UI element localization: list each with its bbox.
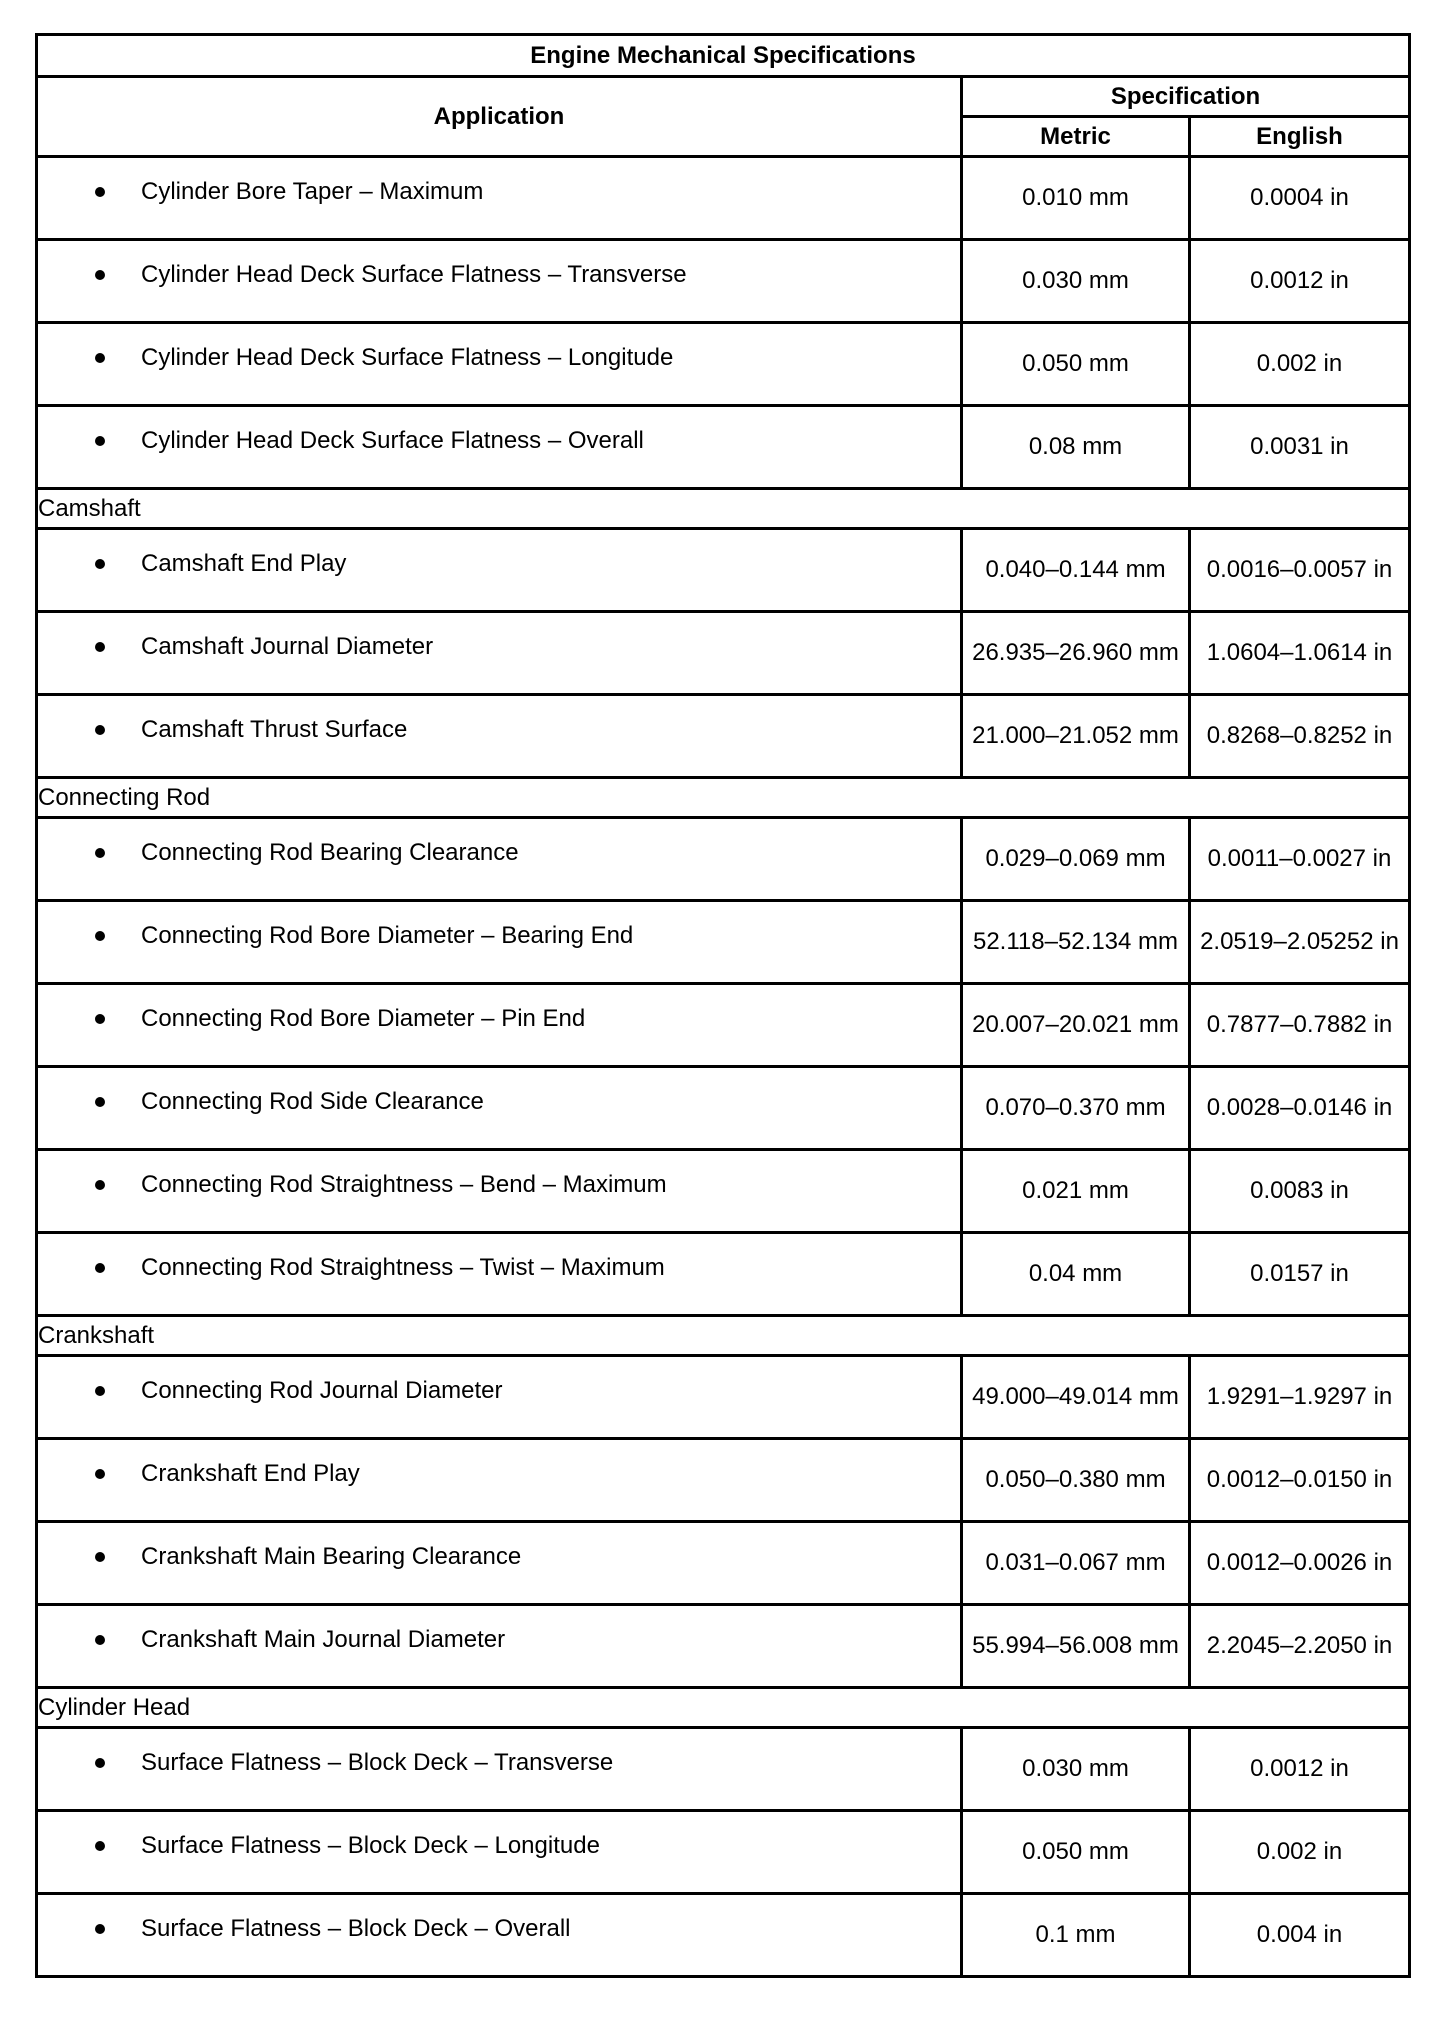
application-text: Cylinder Head Deck Surface Flatness – Transverse: [141, 261, 687, 288]
metric-value: 0.030 mm: [962, 1728, 1190, 1811]
metric-value: 55.994–56.008 mm: [962, 1605, 1190, 1688]
application-text: Cylinder Head Deck Surface Flatness – Longitude: [141, 344, 674, 371]
table-row: [37, 818, 1410, 901]
bullet-icon: [95, 725, 105, 735]
metric-value: 0.029–0.069 mm: [962, 818, 1190, 901]
table-row: [37, 323, 1410, 406]
application-cell: [37, 818, 962, 901]
table-row: [37, 1356, 1410, 1439]
table-row: [37, 695, 1410, 778]
metric-value: 26.935–26.960 mm: [962, 612, 1190, 695]
metric-value: 0.030 mm: [962, 240, 1190, 323]
english-value: 0.0012–0.0150 in: [1190, 1439, 1410, 1522]
bullet-icon: [95, 1552, 105, 1562]
bullet-icon: [95, 1263, 105, 1273]
bullet-icon: [95, 436, 105, 446]
english-value: 1.9291–1.9297 in: [1190, 1356, 1410, 1439]
bullet-icon: [95, 1469, 105, 1479]
application-cell: [37, 1067, 962, 1150]
section-label: Cylinder Head: [37, 1688, 1410, 1728]
section-row: [37, 489, 1410, 529]
application-cell: [37, 406, 962, 489]
bullet-icon: [95, 642, 105, 652]
english-value: 0.0016–0.0057 in: [1190, 529, 1410, 612]
bullet-icon: [95, 1097, 105, 1107]
application-cell: [37, 1522, 962, 1605]
application-header: Application: [37, 77, 962, 157]
metric-value: 20.007–20.021 mm: [962, 984, 1190, 1067]
application-text: Connecting Rod Journal Diameter: [141, 1377, 503, 1404]
english-value: 0.0012–0.0026 in: [1190, 1522, 1410, 1605]
metric-value: 0.04 mm: [962, 1233, 1190, 1316]
bullet-icon: [95, 1180, 105, 1190]
application-cell: [37, 1233, 962, 1316]
bullet-icon: [95, 1635, 105, 1645]
application-text: Cylinder Bore Taper – Maximum: [141, 178, 484, 205]
table-row: [37, 529, 1410, 612]
application-text: Cylinder Head Deck Surface Flatness – Overall: [141, 427, 644, 454]
table-row: [37, 984, 1410, 1067]
section-row: [37, 1316, 1410, 1356]
section-label: Connecting Rod: [37, 778, 1410, 818]
application-cell: [37, 695, 962, 778]
application-cell: [37, 1356, 962, 1439]
application-text: Crankshaft End Play: [141, 1460, 360, 1487]
metric-value: 0.021 mm: [962, 1150, 1190, 1233]
bullet-icon: [95, 187, 105, 197]
table-row: [37, 240, 1410, 323]
application-text: Camshaft Thrust Surface: [141, 716, 408, 743]
metric-value: 0.050–0.380 mm: [962, 1439, 1190, 1522]
application-cell: [37, 612, 962, 695]
application-text: Crankshaft Main Journal Diameter: [141, 1626, 506, 1653]
english-value: 0.0083 in: [1190, 1150, 1410, 1233]
bullet-icon: [95, 1014, 105, 1024]
english-value: 0.7877–0.7882 in: [1190, 984, 1410, 1067]
application-text: Connecting Rod Bearing Clearance: [141, 839, 519, 866]
table-row: [37, 157, 1410, 240]
english-value: 0.004 in: [1190, 1894, 1410, 1977]
english-header: English: [1190, 117, 1410, 157]
table-row: [37, 1233, 1410, 1316]
metric-value: 0.1 mm: [962, 1894, 1190, 1977]
english-value: 0.0011–0.0027 in: [1190, 818, 1410, 901]
section-label: Crankshaft: [37, 1316, 1410, 1356]
application-text: Surface Flatness – Block Deck – Longitude: [141, 1832, 600, 1859]
table-row: [37, 1894, 1410, 1977]
bullet-icon: [95, 559, 105, 569]
metric-value: 49.000–49.014 mm: [962, 1356, 1190, 1439]
section-row: [37, 1688, 1410, 1728]
table-row: [37, 612, 1410, 695]
metric-value: 0.050 mm: [962, 1811, 1190, 1894]
application-text: Surface Flatness – Block Deck – Transverse: [141, 1749, 614, 1776]
engine-spec-table: [35, 33, 1411, 1978]
english-value: 0.0004 in: [1190, 157, 1410, 240]
bullet-icon: [95, 1758, 105, 1768]
bullet-icon: [95, 931, 105, 941]
english-value: 0.8268–0.8252 in: [1190, 695, 1410, 778]
english-value: 0.0031 in: [1190, 406, 1410, 489]
metric-header: Metric: [962, 117, 1190, 157]
table-row: [37, 1150, 1410, 1233]
metric-value: 0.08 mm: [962, 406, 1190, 489]
application-cell: [37, 1811, 962, 1894]
application-cell: [37, 1605, 962, 1688]
english-value: 0.002 in: [1190, 323, 1410, 406]
metric-value: 0.070–0.370 mm: [962, 1067, 1190, 1150]
english-value: 0.0157 in: [1190, 1233, 1410, 1316]
application-text: Crankshaft Main Bearing Clearance: [141, 1543, 522, 1570]
bullet-icon: [95, 848, 105, 858]
metric-value: 0.040–0.144 mm: [962, 529, 1190, 612]
application-text: Surface Flatness – Block Deck – Overall: [141, 1915, 571, 1942]
bullet-icon: [95, 270, 105, 280]
bullet-icon: [95, 1386, 105, 1396]
specification-header: Specification: [962, 77, 1410, 117]
application-text: Camshaft Journal Diameter: [141, 633, 434, 660]
application-cell: [37, 323, 962, 406]
table-row: [37, 901, 1410, 984]
table-row: [37, 1439, 1410, 1522]
table-row: [37, 1605, 1410, 1688]
english-value: 0.002 in: [1190, 1811, 1410, 1894]
bullet-icon: [95, 353, 105, 363]
english-value: 2.2045–2.2050 in: [1190, 1605, 1410, 1688]
application-text: Connecting Rod Straightness – Twist – Maximum: [141, 1254, 665, 1281]
application-cell: [37, 1728, 962, 1811]
section-row: [37, 778, 1410, 818]
application-text: Connecting Rod Bore Diameter – Pin End: [141, 1005, 586, 1032]
application-cell: [37, 1439, 962, 1522]
application-cell: [37, 901, 962, 984]
metric-value: 0.050 mm: [962, 323, 1190, 406]
application-text: Camshaft End Play: [141, 550, 347, 577]
english-value: 0.0012 in: [1190, 240, 1410, 323]
metric-value: 52.118–52.134 mm: [962, 901, 1190, 984]
application-cell: [37, 240, 962, 323]
application-cell: [37, 984, 962, 1067]
application-cell: [37, 157, 962, 240]
table-row: [37, 1728, 1410, 1811]
application-cell: [37, 529, 962, 612]
metric-value: 0.031–0.067 mm: [962, 1522, 1190, 1605]
table-title: Engine Mechanical Specifications: [37, 35, 1410, 77]
table-row: [37, 406, 1410, 489]
application-cell: [37, 1894, 962, 1977]
table-row: [37, 1067, 1410, 1150]
metric-value: 0.010 mm: [962, 157, 1190, 240]
table-row: [37, 1522, 1410, 1605]
table-row: [37, 1811, 1410, 1894]
application-text: Connecting Rod Straightness – Bend – Maximum: [141, 1171, 667, 1198]
section-label: Camshaft: [37, 489, 1410, 529]
english-value: 2.0519–2.05252 in: [1190, 901, 1410, 984]
application-text: Connecting Rod Bore Diameter – Bearing End: [141, 922, 634, 949]
metric-value: 21.000–21.052 mm: [962, 695, 1190, 778]
bullet-icon: [95, 1841, 105, 1851]
table-body: [37, 157, 1410, 1977]
bullet-icon: [95, 1924, 105, 1934]
english-value: 0.0012 in: [1190, 1728, 1410, 1811]
application-text: Connecting Rod Side Clearance: [141, 1088, 484, 1115]
english-value: 0.0028–0.0146 in: [1190, 1067, 1410, 1150]
english-value: 1.0604–1.0614 in: [1190, 612, 1410, 695]
application-cell: [37, 1150, 962, 1233]
